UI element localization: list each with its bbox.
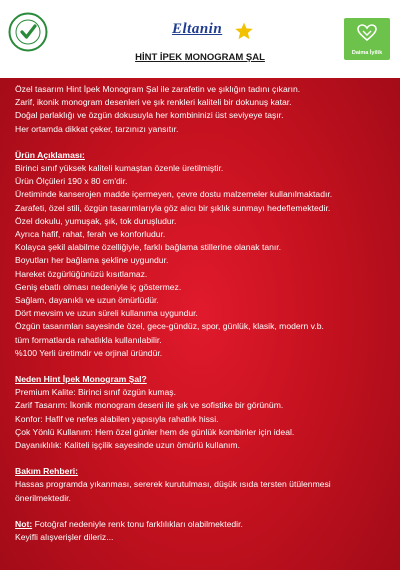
why-line: Çok Yönlü Kullanım: Hem özel günler hem de günlük kombinler için ideal. (15, 426, 295, 437)
page-title: HİNT İPEK MONOGRAM ŞAL (135, 52, 265, 63)
note-label: Not: (15, 518, 33, 529)
description-line: Özgün tasarımları sayesinde özel, gece-gündüz, spor, günlük, klasik, modern v.b. (15, 321, 324, 332)
intro-section (15, 83, 393, 136)
description-line: Dört mevsim ve uzun süreli kullanıma uygundur. (15, 308, 198, 319)
intro-line: Her ortamda dikkat çeker, tarzınızı yansıtır. (15, 123, 179, 134)
why-line: Dayanıklılık: Kaliteli işçilik sayesinde uzun ömürlü kullanım. (15, 440, 240, 451)
description-line: Ayrıca hafif, rahat, ferah ve konforludur. (15, 229, 166, 240)
why-heading: Neden Hint İpek Monogram Şal? (15, 374, 147, 385)
intro-line: Doğal parlaklığı ve özgün dokusuyla her kombininizi üst seviyeye taşır. (15, 110, 284, 121)
care-line: Hassas programda yıkanması, sererek kurutulması, düşük ısıda tersten ütülenmesi (15, 479, 331, 490)
care-section (15, 465, 393, 505)
why-line: Zarif Tasarım: İkonik monogram deseni ile şık ve sofistike bir görünüm. (15, 400, 284, 411)
description-section (15, 149, 393, 360)
star-icon (234, 21, 254, 41)
quality-approved-badge-icon (8, 12, 48, 52)
content-body (15, 83, 393, 544)
daima-iyilik-label: Daima İyilik (351, 50, 383, 56)
description-heading: Ürün Açıklaması: (15, 149, 85, 160)
description-line: Üretiminde kanserojen madde içermeyen, çevre dostu malzemeler kullanılmaktadır. (15, 189, 333, 200)
description-line: Birinci sınıf yüksek kaliteli kumaştan özenle üretilmiştir. (15, 163, 224, 174)
closing-line: Keyifli alışverişler dileriz... (15, 532, 114, 543)
care-heading: Bakım Rehberi: (15, 466, 79, 477)
note-line (15, 518, 393, 531)
why-line: Premium Kalite: Birinci sınıf özgün kumaş. (15, 387, 176, 398)
intro-line: Özel tasarım Hint İpek Monogram Şal ile zarafetin ve şıklığın tadını çıkarın. (15, 84, 301, 94)
note-text: Fotoğraf nedeniyle renk tonu farklılıkları olabilmektedir. (32, 518, 243, 529)
care-line: önerilmektedir. (15, 492, 71, 503)
description-line: Ürün Ölçüleri 190 x 80 cm'dir. (15, 176, 128, 187)
header (0, 0, 400, 78)
note-section (15, 518, 393, 544)
brand-logo: Eltanin (172, 21, 223, 37)
description-line: Hareket özgürlüğünüzü kısıtlamaz. (15, 268, 148, 279)
intro-line: Zarif, ikonik monogram desenleri ve şık renkleri kaliteli bir dokunuş katar. (15, 97, 292, 108)
description-line: Sağlam, dayanıklı ve uzun ömürlüdür. (15, 295, 159, 306)
description-line: Zarafeti, özel stili, özgün tasarımlarıyla göz alıcı bir şıklık sunmayı hedeflemektedir. (15, 202, 331, 213)
description-line: Geniş ebatlı olması nedeniyle iç göstermez. (15, 281, 182, 292)
description-line: tüm formatlarda rahatlıkla kullanılabilir. (15, 334, 162, 345)
why-section (15, 373, 393, 452)
description-line: Boyutları her bağlama şekline uygundur. (15, 255, 169, 266)
heart-hands-icon (356, 23, 378, 43)
description-line: %100 Yerli üretimdir ve orjinal üründür. (15, 347, 163, 358)
why-line: Konfor: Hafif ve nefes alabilen yapısıyla rahatlık hissi. (15, 413, 219, 424)
description-line: Kolayca şekil alabilme özelliğiyle, farklı bağlama stillerine olanak tanır. (15, 242, 282, 253)
description-line: Özel dokulu, yumuşak, şık, tok duruşludur. (15, 215, 177, 226)
